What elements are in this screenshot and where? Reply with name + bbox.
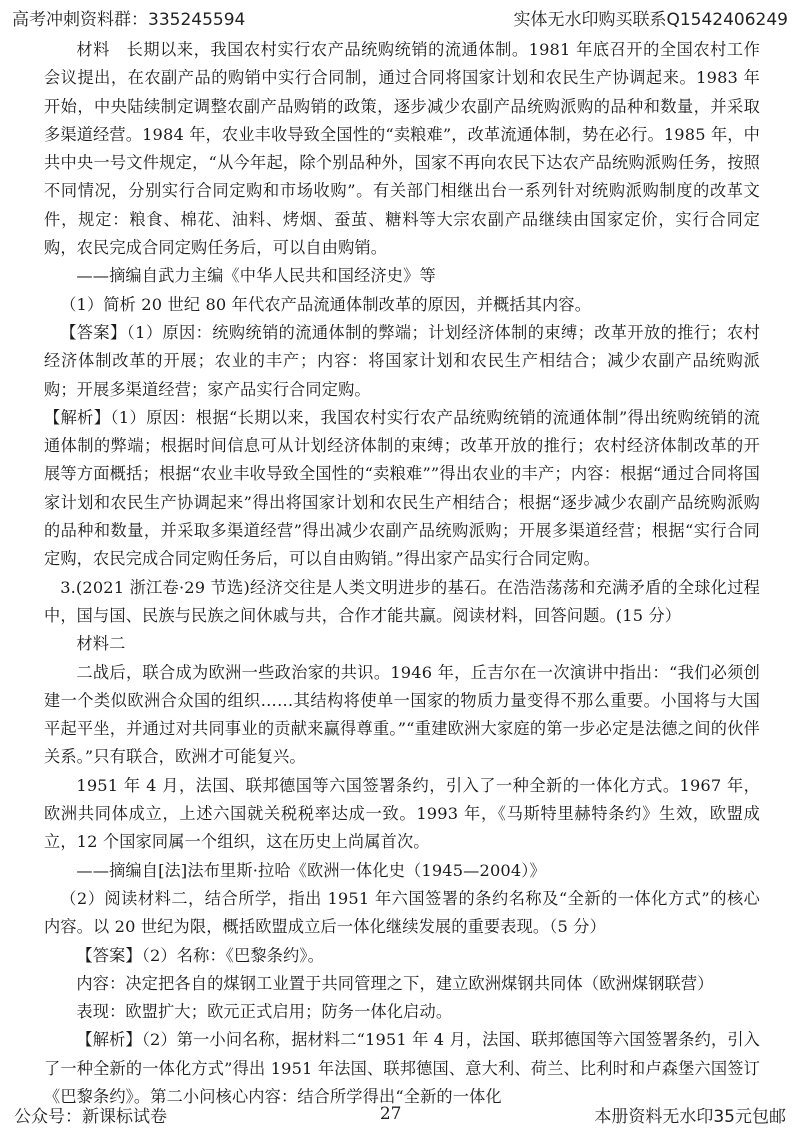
analysis-2: 【解析】（2）第一小问名称，据材料二“1951 年 4 月，法国、联邦德国等六国签署条约，引入了一种全新的一体化方式”得出 1951 年法国、联邦德国、意大利、荷兰、比利时和卢森堡六国签订《巴黎条约》。第二小问核心内容：结合所学得出“全新的一体化 [44,1030,760,1106]
footer-price-text: 本册资料无水印35元包邮 [594,1106,786,1127]
footer-account-text: 公众号：新课标试卷 [14,1106,167,1127]
analysis-1: 【解析】（1）原因：根据“长期以来，我国农村实行农产品统购统销的流通体制”得出统购统销的流通体制的弊端；根据时间信息可从计划经济体制的束缚；改革开放的推行；农村经济体制改革的开展等方面概括；根据“农业丰收导致全国性的“卖粮难””得出农业的丰产；内容：根据“通过合同将国家计划和农民生产协调起来”得出将国家计划和农民生产相结合；根据“逐步减少农副产品统购派购的品种和数量，并采取多渠道经营”得出减少农副产品统购派购；开展多渠道经营；根据“实行合同定购，农民完成合同定购任务后，可以自由购销。”得出家产品实行合同定购。 [44,407,760,569]
answer-2-name: 【答案】（2）名称：《巴黎条约》。 [76,945,324,965]
material-2-source: ——摘编自[法]法布里斯·拉哈《欧洲一体化史（1945—2004）》 [76,860,546,880]
header-group-text: 高考冲刺资料群：335245594 [12,9,246,30]
material-2-paragraph-1: 二战后，联合成为欧洲一些政治家的共识。1946 年，丘吉尔在一次演讲中指出：“我们必须创建一个类似欧洲合众国的组织……其结构将使单一国家的物质力量变得不那么重要。小国将与大国平起平坐，并通过对共同事业的贡献来赢得尊重。”“重建欧洲大家庭的第一步必定是法德之间的伙伴关系。”只有联合，欧洲才可能复兴。 [44,662,760,767]
material-2-paragraph-2: 1951 年 4 月，法国、联邦德国等六国签署条约，引入了一种全新的一体化方式。1967 年，欧洲共同体成立，上述六国就关税税率达成一致。1993 年，《马斯特里赫特条约》生效，欧盟成立，12 个国家同属一个组织，这在历史上尚属首次。 [44,775,760,852]
page-header [12,2,788,32]
question-3-intro: 3.(2021 浙江卷·29 节选)经济交往是人类文明进步的基石。在浩浩荡荡和充满矛盾的全球化过程中，国与国、民族与民族之间休戚与共，合作才能共赢。阅读材料，回答问题。(15 分） [44,577,760,625]
page-number: 27 [379,1104,402,1124]
answer-2-content: 内容：决定把各自的煤钢工业置于共同管理之下，建立欧洲煤钢共同体（欧洲煤钢联营） [76,973,714,993]
question-1: （1）简析 20 世纪 80 年代农产品流通体制改革的原因，并概括其内容。 [60,294,592,314]
material-2-title: 材料二 [76,634,126,654]
material-paragraph: 材料 长期以来，我国农村实行农产品统购统销的流通体制。1981 年底召开的全国农村工作会议提出，在农副产品的购销中实行合同制，通过合同将国家计划和农民生产协调起来。1983 年开始，中央陆续制定调整农副产品购销的政策，逐步减少农副产品统购派购的品种和数量，并采取多渠道经营。1984 年，农业丰收导致全国性的“卖粮难”，改革流通体制，势在必行。1985 年，中共中央一号文件规定，“从今年起，除个别品种外，国家不再向农民下达农产品统购派购任务，按照不同情况，分别实行合同定购和市场收购”。有关部门相继出台一系列针对统购派购制度的改革文件，规定：粮食、棉花、油料、烤烟、蚕茧、糖料等大宗农副产品继续由国家定价，实行合同定购，农民完成合同定购任务后，可以自由购销。 [44,40,760,258]
question-2: （2）阅读材料二，结合所学，指出 1951 年六国签署的条约名称及“全新的一体化方式”的核心内容。以 20 世纪为限，概括欧盟成立后一体化继续发展的重要表现。（5 分） [44,888,760,937]
answer-1: 【答案】（1）原因：统购统销的流通体制的弊端；计划经济体制的束缚；改革开放的推行；农村经济体制改革的开展；农业的丰产；内容：将国家计划和农民生产相结合；减少农副产品统购派购；开展多渠道经营；家产品实行合同定购。 [44,322,760,399]
material-source: ——摘编自武力主编《中华人民共和国经济史》等 [76,266,436,286]
answer-2-performance: 表现：欧盟扩大；欧元正式启用；防务一体化启动。 [76,1002,453,1022]
header-contact-text: 实体无水印购买联系Q1542406249 [513,9,788,30]
page-body [44,36,760,1111]
page-footer [14,1100,786,1128]
